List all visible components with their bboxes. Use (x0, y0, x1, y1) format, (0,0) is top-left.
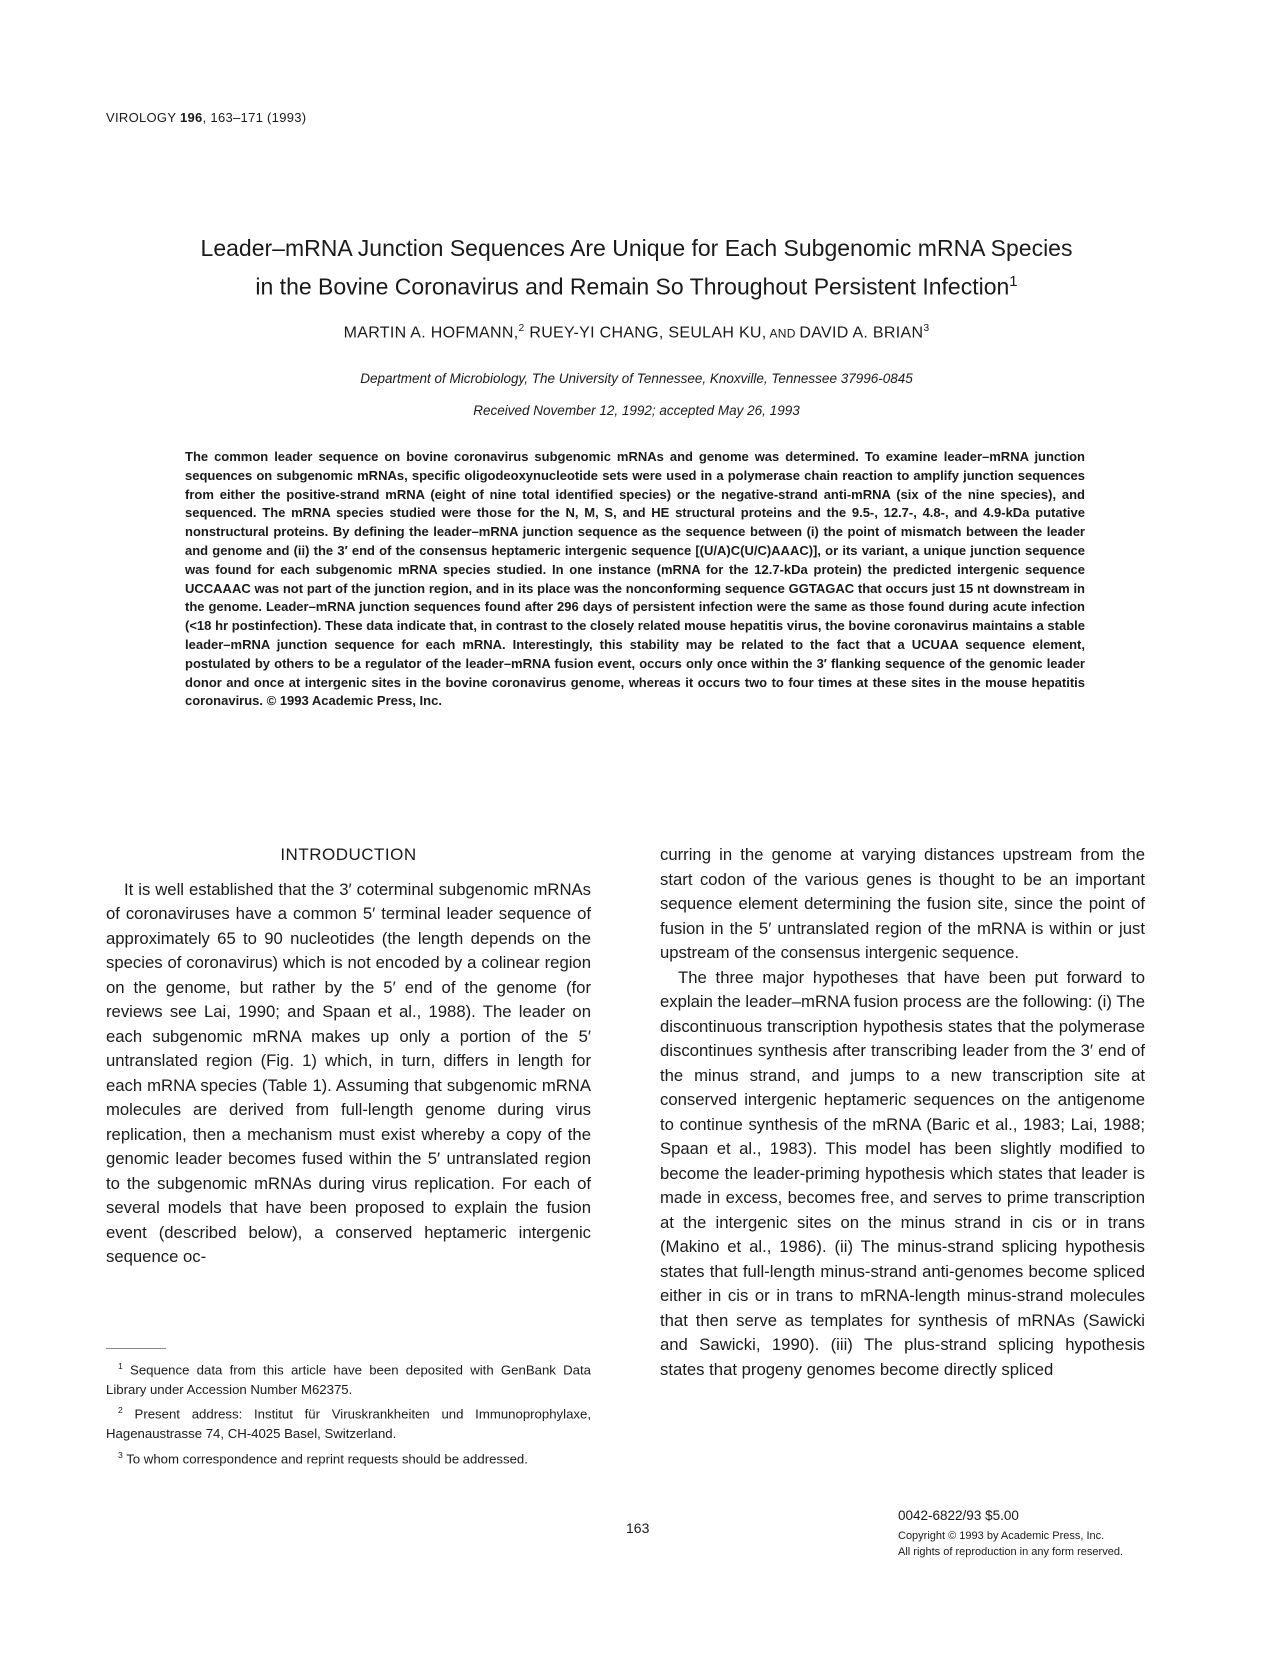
title-line-1: Leader–mRNA Junction Sequences Are Unique for Each Subgenomic mRNA Species (200, 235, 1073, 261)
journal-reference (106, 110, 306, 125)
intro-paragraph-1-continued: curring in the genome at varying distances upstream from the start codon of the various genes is thought to be an important sequence element determining the fusion site, since the point of fusion in the 5′ untranslated region of the mRNA is within or just upstream of the consensus intergenic sequence. (660, 845, 1145, 962)
author-4: DAVID A. BRIAN (799, 324, 924, 342)
left-column (106, 843, 591, 1270)
footnote-1: $^1$ Sequence data from this article have been deposited with GenBank Data Library under Accession Number M62375. (106, 1361, 591, 1397)
article-title (100, 232, 1173, 304)
author-1: MARTIN A. HOFMANN, (343, 324, 519, 342)
footnote-rule (106, 1348, 166, 1349)
author-2-3: RUEY-YI CHANG, SEULAH KU, (524, 324, 767, 342)
journal-name: VIROLOGY (106, 110, 177, 125)
affiliation: Department of Microbiology, The University of Tennessee, Knoxville, Tennessee 37996-0845 (360, 371, 913, 386)
issn-price: 0042-6822/93 $5.00 (898, 1508, 1019, 1523)
intro-paragraph-1: It is well established that the 3′ coterminal subgenomic mRNAs of coronaviruses have a common 5′ terminal leader sequence of approximately 65 to 90 nucleotides (the length depends on the species of coronavirus) which is not encoded by a colinear region on the genome, but rather by the 5′ end of the genome (for reviews see Lai, 1990; and Spaan et al., 1988). The leader on each subgenomic mRNA makes up only a portion of the 5′ untranslated region (Fig. 1) which, in turn, differs in length for each mRNA species (Table 1). Assuming that subgenomic mRNA molecules are derived from full-length genome during virus replication, then a mechanism must exist whereby a copy of the genomic leader becomes fused within the 5′ untranslated region to the subgenomic mRNAs during virus replication. For each of several models that have been proposed to explain the fusion event (described below), a conserved heptameric intergenic sequence oc- (106, 879, 591, 1266)
title-line-2: in the Bovine Coronavirus and Remain So Throughout Persistent Infection$^1$ (255, 273, 1018, 300)
journal-volume: 196 (180, 110, 203, 125)
page-number: 163 (626, 1520, 650, 1536)
intro-paragraph-2: The three major hypotheses that have been put forward to explain the leader–mRNA fusion process are the following: (i) The discontinuous transcription hypothesis states that the polymerase discontinues synthesis after transcribing leader from the 3′ end of the minus strand, and jumps to a new transcription site at conserved intergenic heptameric sequences on the antigenome to continue synthesis of the mRNA (Baric et al., 1983; Lai, 1988; Spaan et al., 1983). This model has been slightly modified to become the leader-priming hypothesis which states that leader is made in excess, becomes free, and serves to prime transcription at the intergenic sites on the minus strand in cis or in trans (Makino et al., 1986). (ii) The minus-strand splicing hypothesis states that full-length minus-strand anti-genomes become spliced either in cis or in trans to mRNA-length minus-strand molecules that then serve as templates for synthesis of mRNAs (Sawicki and Sawicki, 1990). (iii) The plus-strand splicing hypothesis states that progeny genomes become directly spliced (660, 967, 1145, 1379)
journal-pages-year: , 163–171 (1993) (202, 110, 307, 125)
footnote-2: $^2$ Present address: Institut für Viruskrankheiten und Immunoprophylaxe, Hagenaustrasse 74, CH-4025 Basel, Switzerland. (106, 1405, 591, 1442)
author-4-mark: 3 (923, 323, 930, 334)
rights-line: All rights of reproduction in any form reserved. (898, 1546, 1123, 1558)
footnote-3: $^3$ To whom correspondence and reprint requests should be addressed. (118, 1449, 528, 1467)
copyright-notice (898, 1528, 1123, 1560)
copyright-line: Copyright © 1993 by Academic Press, Inc. (898, 1530, 1105, 1542)
introduction-heading: INTRODUCTION (280, 845, 417, 864)
footnotes (106, 1357, 591, 1471)
right-column (660, 843, 1145, 1382)
author-and: AND (766, 326, 800, 341)
received-dates: Received November 12, 1992; accepted May 26, 1993 (473, 403, 800, 418)
author-list (0, 323, 1273, 342)
abstract: The common leader sequence on bovine coronavirus subgenomic mRNAs and genome was determined. To examine leader–mRNA junction sequences on subgenomic mRNAs, specific oligodeoxynucleotide sets were used in a polymerase chain reaction to amplify junction sequences from either the positive-strand mRNA (eight of nine total identified species) or the negative-strand anti-mRNA (six of the nine species), and sequenced. The mRNA species studied were those for the N, M, S, and HE structural proteins and the 9.5-, 12.7-, 4.8-, and 4.9-kDa putative nonstructural proteins. By defining the leader–mRNA junction sequence as the sequence between (i) the point of mismatch between the leader and genome and (ii) the 3′ end of the consensus heptameric intergenic sequence [(U/A)C(U/C)AAAC)], or its variant, a unique junction sequence was found for each subgenomic mRNA species studied. In one instance (mRNA for the 12.7-kDa protein) the predicted intergenic sequence UCCAAAC was not part of the junction region, and in its place was the nonconforming sequence GGTAGAC that occurs just 15 nt downstream in the genome. Leader–mRNA junction sequences found after 296 days of persistent infection were the same as those found during acute infection (<18 hr postinfection). These data indicate that, in contrast to the closely related mouse hepatitis virus, the bovine coronavirus maintains a stable leader–mRNA junction sequence for each mRNA. Interestingly, this stability may be related to the fact that a UCUAA sequence element, postulated by others to be a regulator of the leader–mRNA fusion event, occurs only once within the 3′ flanking sequence of the genomic leader donor and once at intergenic sites in the bovine coronavirus genome, whereas it occurs two to four times at these sites in the mouse hepatitis coronavirus. © 1993 Academic Press, Inc. (185, 449, 1085, 709)
title-footnote-mark: 1 (1009, 273, 1018, 290)
author-1-mark: 2 (518, 323, 525, 334)
